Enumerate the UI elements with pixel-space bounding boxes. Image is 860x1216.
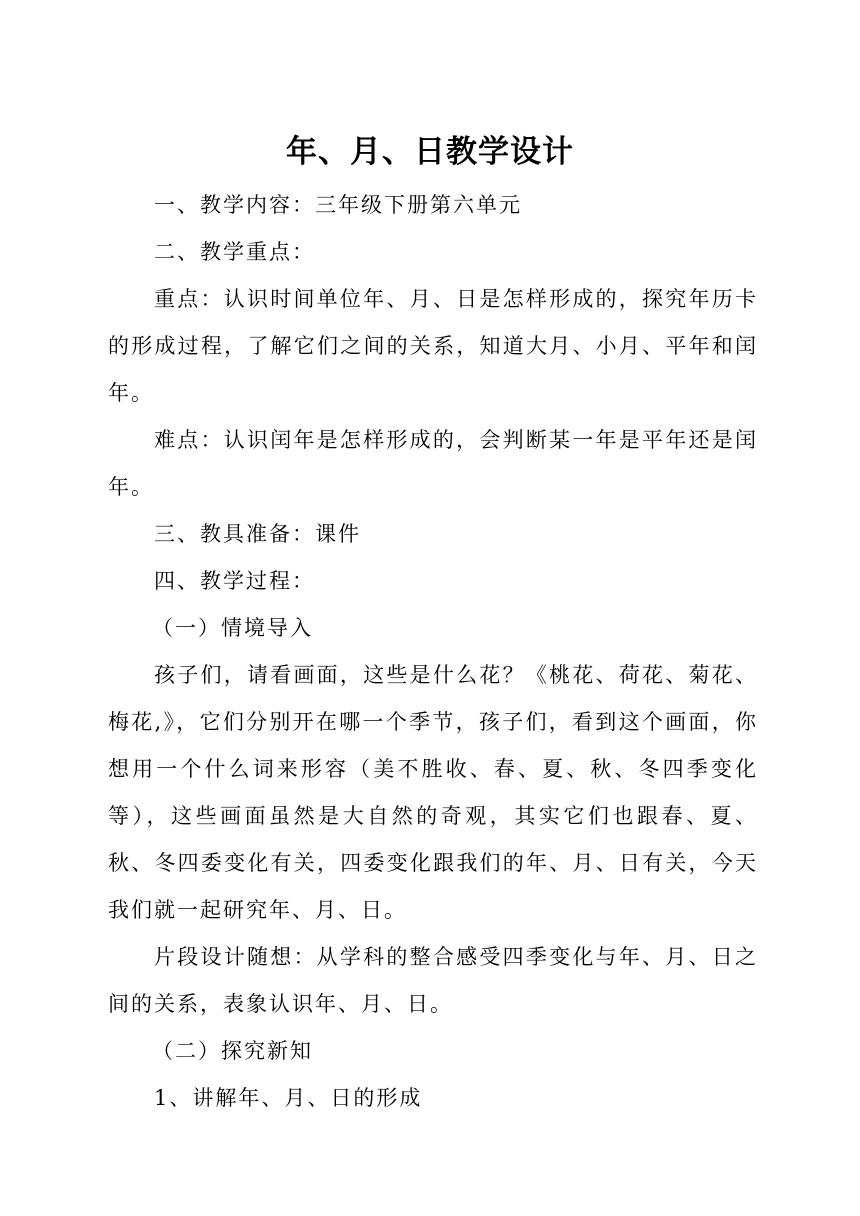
paragraph-teaching-aids: 三、教具准备：课件: [154, 522, 361, 546]
paragraph-explain-formation: 1、讲解年、月、日的形成: [154, 1086, 423, 1110]
document-body: [108, 182, 758, 1122]
document-title: 年、月、日教学设计: [286, 134, 574, 170]
paragraph-teaching-content: 一、教学内容：三年级下册第六单元: [154, 193, 522, 217]
paragraph-teaching-process-heading: 四、教学过程：: [154, 569, 315, 593]
paragraph-intro-text: 孩子们，请看画面，这些是什么花？《桃花、荷花、菊花、梅花,》，它们分别开在哪一个季节，孩子们，看到这个画面，你想用一个什么词来形容（美不胜收、春、夏、秋、冬四季变化等），这些画面虽然是大自然的奇观，其实它们也跟春、夏、秋、冬四委变化有关，四委变化跟我们的年、月、日有关，今天我们就一起研究年、月、日。: [108, 663, 758, 922]
paragraph-section-explore-heading: （二）探究新知: [152, 1039, 313, 1063]
paragraph-difficulty: 难点：认识闰年是怎样形成的，会判断某一年是平年还是闰年。: [108, 428, 758, 499]
paragraph-key-point: 重点：认识时间单位年、月、日是怎样形成的，探究年历卡的形成过程，了解它们之间的关系，知道大月、小月、平年和闰年。: [108, 287, 758, 405]
paragraph-section-intro-heading: （一）情境导入: [152, 616, 313, 640]
paragraph-design-reflection: 片段设计随想：从学科的整合感受四季变化与年、月、日之间的关系，表象认识年、月、日。: [108, 945, 758, 1016]
paragraph-teaching-focus-heading: 二、教学重点：: [154, 240, 315, 264]
